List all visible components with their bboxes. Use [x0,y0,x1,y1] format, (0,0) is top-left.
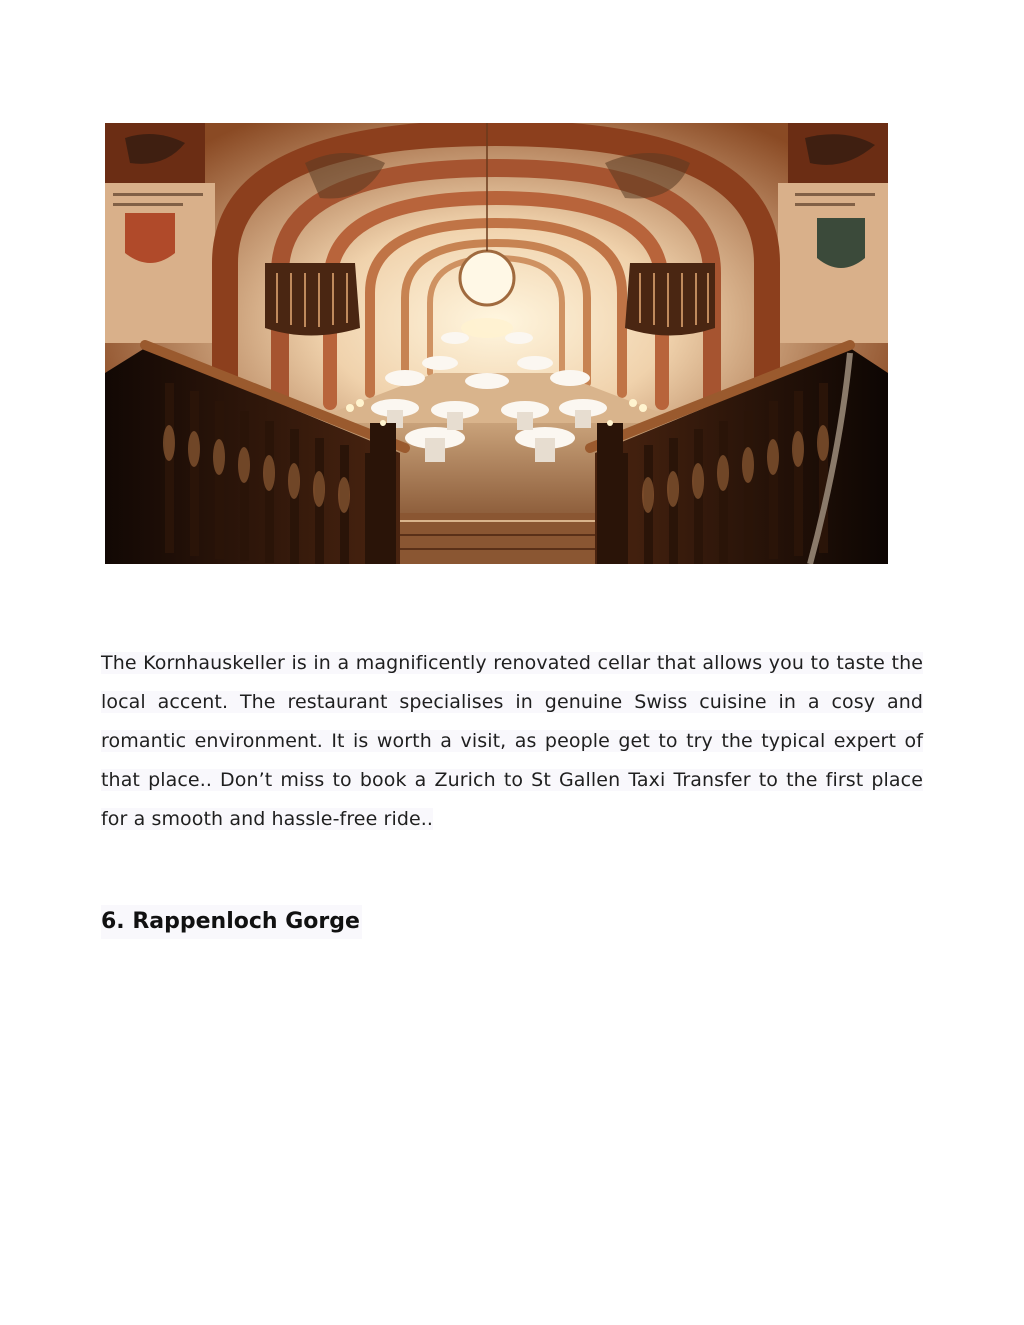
article-paragraph [101,644,923,839]
kornhauskeller-photo [105,123,888,564]
paragraph-text: The Kornhauskeller is in a magnificently renovated cellar that allows you to taste the local accent. The restaurant specialises in genuine Swiss cuisine in a cosy and romantic environment. It is worth a visit, as people get to try the typical expert of that place.. Don’t miss to book a Zurich to St Gallen Taxi Transfer to the first place for a smooth and hassle-free ride.. [101,652,923,830]
section-heading: 6. Rappenloch Gorge [101,905,362,939]
